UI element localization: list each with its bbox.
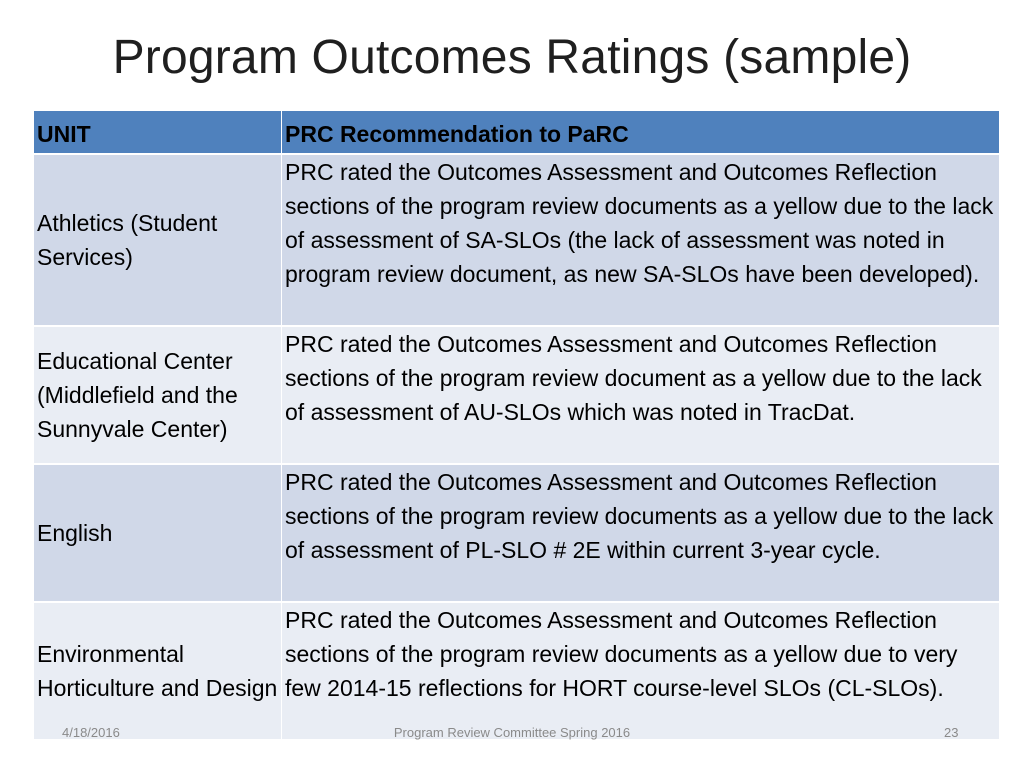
recommendation-cell: PRC rated the Outcomes Assessment and Outcomes Reflection sections of the program review documents as a yellow due to the lack of assessment of PL-SLO # 2E within current 3-year cycle.: [282, 464, 1000, 602]
table-row: [34, 602, 1000, 740]
unit-cell: English: [34, 464, 282, 602]
footer-title: Program Review Committee Spring 2016: [393, 725, 631, 740]
recommendation-cell: PRC rated the Outcomes Assessment and Outcomes Reflection sections of the program review documents as a yellow due to the lack of assessment of SA-SLOs (the lack of assessment was noted in program review document, as new SA-SLOs have been developed).: [282, 154, 1000, 326]
table-row: [34, 326, 1000, 464]
footer-date: 4/18/2016: [62, 725, 120, 740]
recommendation-cell: PRC rated the Outcomes Assessment and Outcomes Reflection sections of the program review documents as a yellow due to very few 2014-15 reflections for HORT course-level SLOs (CL-SLOs).: [282, 602, 1000, 740]
column-header-recommendation: PRC Recommendation to PaRC: [282, 111, 1000, 155]
page-number: 23: [944, 725, 959, 740]
table-header-row: [34, 111, 1000, 155]
unit-cell: Athletics (Student Services): [34, 154, 282, 326]
column-header-unit: UNIT: [34, 111, 282, 155]
slide-title: Program Outcomes Ratings (sample): [112, 31, 912, 84]
table-row: [34, 154, 1000, 326]
table-row: [34, 464, 1000, 602]
unit-cell: Environmental Horticulture and Design: [34, 602, 282, 740]
unit-cell: Educational Center (Middlefield and the Sunnyvale Center): [34, 326, 282, 464]
outcomes-table: [33, 110, 1000, 740]
recommendation-cell: PRC rated the Outcomes Assessment and Outcomes Reflection sections of the program review document as a yellow due to the lack of assessment of AU-SLOs which was noted in TracDat.: [282, 326, 1000, 464]
